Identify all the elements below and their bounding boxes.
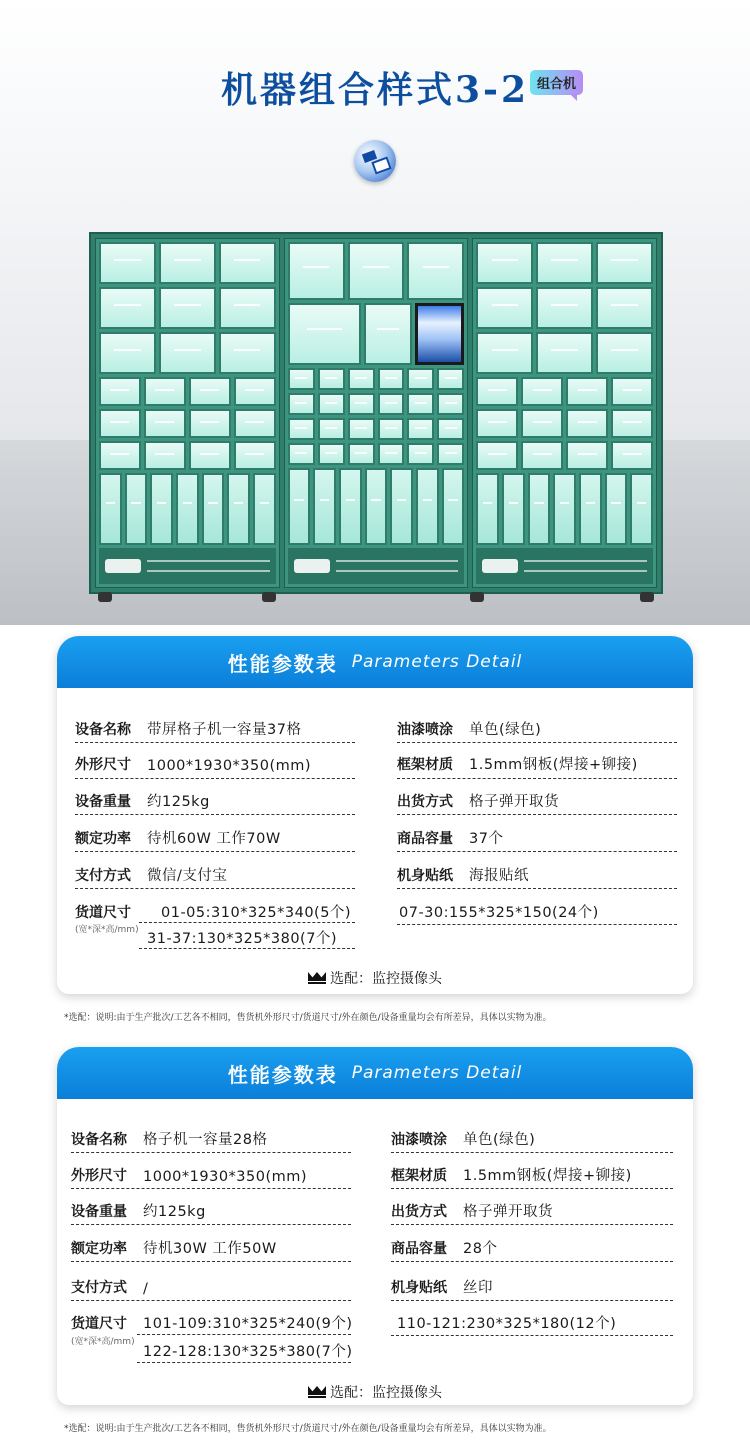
- param-key: 外形尺寸: [71, 1168, 127, 1184]
- param-row: [391, 1197, 553, 1221]
- hero-section: [0, 0, 750, 625]
- channel-row: [75, 898, 351, 922]
- dashed-divider: [71, 1224, 351, 1225]
- param-row: [71, 1161, 307, 1185]
- param-key: 框架材质: [391, 1168, 447, 1184]
- channel-row-2: [145, 924, 337, 948]
- param-value: 28个: [463, 1241, 498, 1257]
- caster-wheel: [640, 592, 654, 602]
- dashed-divider: [71, 1300, 351, 1301]
- param-key: 油漆喷涂: [391, 1132, 447, 1148]
- param-value: 110-121:230*325*180(12个): [397, 1316, 617, 1332]
- footnote: *选配：说明:由于生产批次/工艺各不相同，售货机外形尺寸/货道尺寸/外在颜色/设备重量均会有所差异，具体以实物为准。: [64, 1424, 552, 1434]
- footnote: *选配：说明:由于生产批次/工艺各不相同，售货机外形尺寸/货道尺寸/外在颜色/设备重量均会有所差异，具体以实物为准。: [64, 1013, 552, 1023]
- dashed-divider: [71, 1261, 351, 1262]
- param-key: 油漆喷涂: [397, 722, 453, 738]
- param-value: 微信/支付宝: [147, 868, 228, 884]
- param-row: [397, 750, 638, 774]
- param-row: [391, 1234, 497, 1258]
- crown-icon: [308, 1384, 326, 1398]
- option-line: 选配：监控摄像头: [57, 1382, 693, 1402]
- param-value: 丝印: [463, 1280, 493, 1296]
- dashed-divider: [391, 1335, 673, 1336]
- channel-unit: (宽*深*高/mm): [75, 925, 139, 935]
- dashed-divider: [139, 922, 355, 923]
- param-value: 31-37:130*325*380(7个): [147, 931, 338, 947]
- param-row: [397, 715, 541, 739]
- dashed-divider: [75, 888, 355, 889]
- dashed-divider: [397, 888, 677, 889]
- param-key: 外形尺寸: [75, 757, 131, 773]
- param-row: [397, 824, 503, 848]
- caster-wheel: [98, 592, 112, 602]
- param-value: 约125kg: [143, 1204, 206, 1220]
- param-key: 额定功率: [75, 831, 131, 847]
- panel-header: [57, 1047, 693, 1099]
- dashed-divider: [75, 851, 355, 852]
- touch-screen: [415, 303, 465, 365]
- param-key: 出货方式: [391, 1204, 447, 1220]
- param-value: 07-30:155*325*150(24个): [399, 905, 599, 921]
- dashed-divider: [397, 778, 677, 779]
- panel-title-cn: 性能参数表: [227, 651, 338, 676]
- panel-title-en: Parameters Detail: [351, 1063, 523, 1083]
- param-key: 支付方式: [71, 1280, 127, 1296]
- param-row: [391, 1273, 493, 1297]
- cabinet-right: [472, 238, 657, 588]
- param-key: 机身贴纸: [391, 1280, 447, 1296]
- param-value: 101-109:310*325*240(9个): [143, 1316, 353, 1332]
- param-key: 机身贴纸: [397, 868, 453, 884]
- param-key: 商品容量: [397, 831, 453, 847]
- param-value: /: [143, 1281, 149, 1297]
- channel-unit: (宽*深*高/mm): [71, 1337, 135, 1347]
- dashed-divider: [391, 1261, 673, 1262]
- param-key: 设备名称: [75, 722, 131, 738]
- param-key: 额定功率: [71, 1241, 127, 1257]
- param-row: [391, 1125, 535, 1149]
- param-value: 带屏格子机一容量37格: [147, 722, 302, 738]
- param-row: [71, 1234, 277, 1258]
- crown-icon: [308, 970, 326, 984]
- param-row: [75, 824, 281, 848]
- param-value: 1.5mm钢板(焊接+铆接): [469, 757, 638, 773]
- channel-row-2: [141, 1337, 353, 1361]
- param-value: 格子弹开取货: [463, 1204, 553, 1220]
- param-key: 商品容量: [391, 1241, 447, 1257]
- param-row: [71, 1273, 148, 1297]
- channel-row: [71, 1309, 353, 1333]
- param-row: [71, 1125, 267, 1149]
- dashed-divider: [75, 778, 355, 779]
- param-row: [397, 861, 529, 885]
- dashed-divider: [391, 1188, 673, 1189]
- dashed-divider: [397, 851, 677, 852]
- param-key: 设备名称: [71, 1132, 127, 1148]
- dashed-divider: [397, 924, 677, 925]
- param-row: [391, 1161, 632, 1185]
- dashed-divider: [137, 1334, 351, 1335]
- param-row: [397, 787, 559, 811]
- machine-illustration: [89, 232, 663, 594]
- param-value: 约125kg: [147, 794, 210, 810]
- param-row: [75, 715, 301, 739]
- dashed-divider: [75, 742, 355, 743]
- param-value: 1000*1930*350(mm): [143, 1169, 308, 1185]
- param-value: 1.5mm钢板(焊接+铆接): [463, 1168, 632, 1184]
- cabinet-left: [95, 238, 280, 588]
- param-key: 设备重量: [75, 794, 131, 810]
- param-value: 单色(绿色): [469, 722, 542, 738]
- dashed-divider: [137, 1362, 351, 1363]
- param-key: 货道尺寸: [71, 1316, 127, 1332]
- param-value: 格子弹开取货: [469, 794, 559, 810]
- param-value: 122-128:130*325*380(7个): [143, 1344, 353, 1360]
- param-key: 出货方式: [397, 794, 453, 810]
- param-value: 37个: [469, 831, 504, 847]
- param-key: 支付方式: [75, 868, 131, 884]
- param-value: 1000*1930*350(mm): [147, 758, 312, 774]
- params-panel-1: [57, 636, 693, 994]
- combo-tag: 组合机: [530, 70, 583, 95]
- cabinet-center: [284, 238, 469, 588]
- param-value: 格子机一容量28格: [143, 1132, 268, 1148]
- channel-row-right: [397, 898, 599, 922]
- dashed-divider: [397, 742, 677, 743]
- caster-wheel: [262, 592, 276, 602]
- param-key: 设备重量: [71, 1204, 127, 1220]
- param-value: 单色(绿色): [463, 1132, 536, 1148]
- caster-wheel: [470, 592, 484, 602]
- param-key: 货道尺寸: [75, 905, 131, 921]
- param-row: [75, 750, 311, 774]
- dashed-divider: [391, 1152, 673, 1153]
- param-row: [75, 787, 210, 811]
- dashed-divider: [391, 1300, 673, 1301]
- dashed-divider: [397, 814, 677, 815]
- panel-title-en: Parameters Detail: [351, 652, 523, 672]
- param-value: 待机30W 工作50W: [143, 1241, 277, 1257]
- panel-header: [57, 636, 693, 688]
- param-key: 框架材质: [397, 757, 453, 773]
- param-row: [75, 861, 227, 885]
- dashed-divider: [71, 1188, 351, 1189]
- param-row: [71, 1197, 206, 1221]
- dashed-divider: [391, 1224, 673, 1225]
- param-value: 待机60W 工作70W: [147, 831, 281, 847]
- dashed-divider: [71, 1152, 351, 1153]
- dashed-divider: [75, 814, 355, 815]
- param-value: 海报贴纸: [469, 868, 529, 884]
- params-panel-2: [57, 1047, 693, 1405]
- param-value: 01-05:310*325*340(5个): [161, 905, 352, 921]
- page-title: 机器组合样式3-2: [220, 69, 530, 111]
- panel-title-cn: 性能参数表: [227, 1062, 338, 1087]
- brand-logo-icon: [354, 140, 396, 182]
- channel-row-right: [395, 1309, 616, 1333]
- option-line: 选配：监控摄像头: [57, 968, 693, 988]
- dashed-divider: [139, 948, 355, 949]
